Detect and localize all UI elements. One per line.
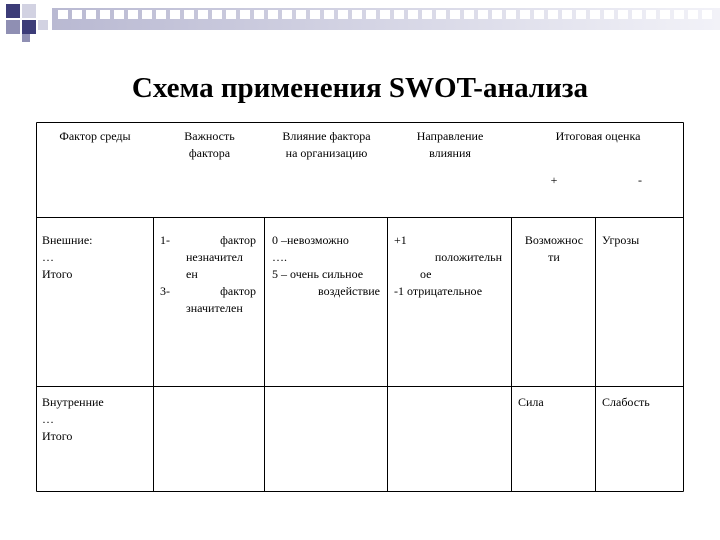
importance-item-3-line2: значителен [186,301,243,315]
strength-cell: Сила [518,395,544,409]
influence-line4: воздействие [318,284,380,298]
swot-table [36,122,684,492]
internal-factors [42,394,150,445]
influence-scale [272,232,380,300]
header-minus: - [638,173,642,187]
influence-line1: 0 –невозможно [272,233,349,247]
importance-item-1-word: фактор [220,233,256,247]
header-importance-line2: фактора [188,146,231,160]
direction-line2: положительн [434,250,502,264]
header-importance [154,128,265,162]
external-label: Внешние: [42,233,93,247]
internal-total: Итого [42,429,73,443]
importance-item-1-number: 1- [160,233,170,247]
weakness-cell: Слабость [602,395,650,409]
internal-label: Внутренние [42,395,104,409]
header-direction-line2: влияния [429,146,471,160]
header-direction [388,128,512,162]
external-ellipsis: … [42,250,54,264]
influence-line2: …. [272,250,287,264]
header-total: Итоговая оценка [555,129,641,143]
external-factors [42,232,150,283]
header-influence-line2: на организацию [285,146,368,160]
internal-ellipsis: … [42,412,54,426]
header-importance-line1: Важность [184,129,235,143]
external-total: Итого [42,267,73,281]
direction-scale [394,232,502,300]
influence-line3: 5 – очень сильное [272,267,364,281]
importance-item-3-number: 3- [160,284,170,298]
importance-scale [160,232,256,317]
importance-item-3-word: фактор [220,284,256,298]
importance-item-1-line2: незначител [186,250,243,264]
direction-line3: ое [420,267,432,281]
importance-item-1-line3: ен [186,267,198,281]
header-factor: Фактор среды [59,129,131,143]
opportunities-cell [512,232,596,266]
opportunities-line2: ти [548,250,560,264]
header-direction-line1: Направление [416,129,484,143]
header-decoration [0,0,720,42]
threats-cell: Угрозы [602,233,640,247]
header-influence-line1: Влияние фактора [282,129,371,143]
importance-item-1 [160,232,256,249]
header-plus: + [550,173,558,187]
direction-line4: -1 отрицательное [394,284,483,298]
header-influence [265,128,388,162]
importance-item-3 [160,283,256,300]
direction-line1: +1 [394,233,407,247]
page-title: Схема применения SWOT-анализа [131,72,589,104]
opportunities-line1: Возможнос [524,233,584,247]
